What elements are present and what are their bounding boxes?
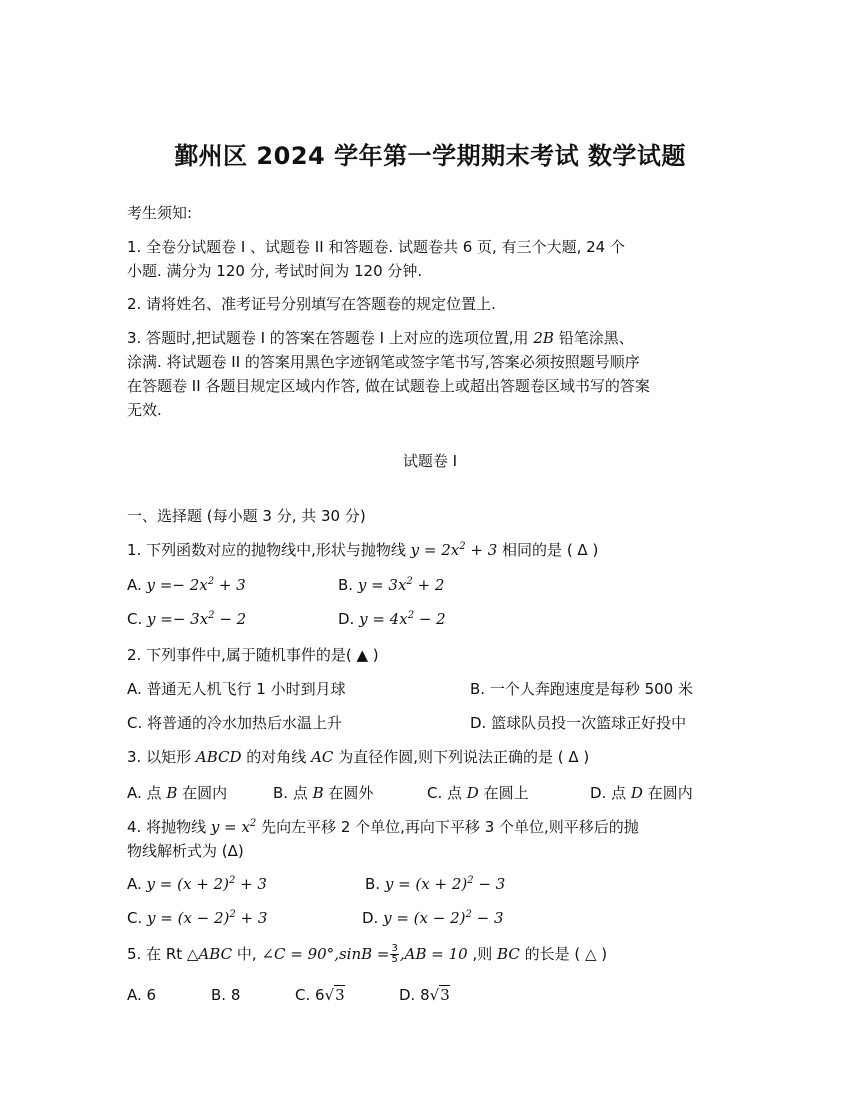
q5-fraction-denominator: 5 — [391, 954, 398, 965]
q3-option-a-text: 在圆内 — [182, 784, 228, 802]
question-5-stem — [127, 942, 607, 966]
pencil-grade: 2B — [533, 329, 554, 347]
q5-triangle-name: ABC — [198, 945, 233, 963]
q4-option-a: A. $y = (x + 2)^2 + 3$ — [127, 875, 267, 893]
question-4-stem-line-2: 物线解析式为 (Δ) — [127, 842, 244, 860]
q5-ab: ,AB = 10 — [399, 945, 468, 963]
q3-option-b-text: 在圆外 — [328, 784, 374, 802]
q2-option-d: D. 篮球队员投一次篮球正好投中 — [470, 714, 687, 732]
q3-rectangle-name: ABCD — [195, 748, 242, 766]
q3-option-b — [273, 781, 373, 805]
q3-stem-text-b: 的对角线 — [246, 748, 307, 766]
notice-item-3-text-a: 3. 答题时,把试题卷 I 的答案在答题卷 I 上对应的选项位置,用 — [127, 329, 529, 347]
q1-stem-text-b: 相同的是 ( Δ ) — [502, 541, 599, 559]
q5-option-d-radicand: 3 — [440, 986, 450, 1004]
notice-item-3-line-3: 在答题卷 II 各题目规定区域内作答, 做在试题卷上或超出答题卷区域书写的答案 — [127, 377, 650, 395]
sqrt-symbol: √ — [324, 986, 335, 1004]
q5-stem-text-c: ,则 — [472, 945, 493, 963]
q2-option-a: A. 普通无人机飞行 1 小时到月球 — [127, 680, 346, 698]
q3-option-c-point: D — [466, 784, 479, 802]
q5-stem-text-d: 的长是 ( △ ) — [524, 945, 608, 963]
q3-stem-text-a: 3. 以矩形 — [127, 748, 192, 766]
q3-option-a-label: A. 点 — [127, 784, 162, 802]
q3-option-d — [590, 781, 693, 805]
q2-option-b: B. 一个人奔跑速度是每秒 500 米 — [470, 680, 693, 698]
q3-option-c — [427, 781, 529, 805]
q4-stem-text-b: 先向左平移 2 个单位,再向下平移 3 个单位,则平移后的抛 — [261, 818, 639, 836]
q4-stem-text-a: 4. 将抛物线 — [127, 818, 207, 836]
q4-option-d: D. $y = (x - 2)^2 - 3$ — [362, 909, 504, 927]
question-4-stem — [127, 815, 639, 839]
q1-option-a: A. $y =- 2x^2 + 3$ — [127, 576, 246, 594]
q5-option-c-radicand: 3 — [335, 986, 345, 1004]
notice-item-3-line-4: 无效. — [127, 401, 162, 419]
q5-fraction — [390, 944, 398, 965]
q3-option-c-label: C. 点 — [427, 784, 463, 802]
notice-item-3-line-2: 涂满. 将试题卷 II 的答案用黑色字迹钢笔或签字笔书写,答案必须按照题号顺序 — [127, 353, 640, 371]
q5-stem-text-b: 中, — [236, 945, 257, 963]
q5-option-b: B. 8 — [211, 986, 241, 1004]
q5-bc: BC — [497, 945, 520, 963]
page-title: 鄞州区 2024 学年第一学期期末考试 数学试题 — [174, 142, 686, 170]
question-1-stem — [127, 538, 598, 562]
q4-formula: $y = x^2$ — [210, 818, 257, 836]
q4-option-b: B. $y = (x + 2)^2 - 3$ — [365, 875, 506, 893]
q5-option-d-coefficient: D. 8 — [399, 986, 430, 1004]
q5-option-a: A. 6 — [127, 986, 157, 1004]
q5-option-d — [399, 983, 450, 1007]
q3-option-b-label: B. 点 — [273, 784, 308, 802]
notice-item-2: 2. 请将姓名、准考证号分别填写在答题卷的规定位置上. — [127, 295, 496, 313]
q1-formula: $y = 2x^2 + 3$ — [410, 541, 498, 559]
q3-option-a — [127, 781, 227, 805]
q5-fraction-numerator: 3 — [391, 943, 398, 954]
q3-option-a-point: B — [166, 784, 178, 802]
q5-angle: ∠C = 90° — [261, 945, 335, 963]
section-label: 试题卷 I — [402, 452, 458, 470]
q3-option-c-text: 在圆上 — [483, 784, 529, 802]
q4-option-c: C. $y = (x - 2)^2 + 3$ — [127, 909, 268, 927]
q3-stem-text-c: 为直径作圆,则下列说法正确的是 ( Δ ) — [338, 748, 590, 766]
question-3-stem — [127, 745, 589, 769]
notice-item-1-line-2: 小题. 满分为 120 分, 考试时间为 120 分钟. — [127, 262, 423, 280]
q5-sin: ,sinB = — [334, 945, 390, 963]
sqrt-symbol: √ — [429, 986, 440, 1004]
notice-item-3-text-b: 铅笔涂黑、 — [558, 329, 634, 347]
notice-item-3-line-1 — [127, 326, 634, 350]
q1-option-b: B. $y = 3x^2 + 2$ — [338, 576, 445, 594]
part-heading: 一、选择题 (每小题 3 分, 共 30 分) — [127, 507, 366, 525]
q3-option-b-point: B — [312, 784, 324, 802]
q1-option-c: C. $y =- 3x^2 - 2$ — [127, 610, 247, 628]
q5-stem-text-a: 5. 在 Rt △ — [127, 945, 199, 963]
question-2-stem: 2. 下列事件中,属于随机事件的是( ▲ ) — [127, 646, 379, 664]
q1-stem-text-a: 1. 下列函数对应的抛物线中,形状与抛物线 — [127, 541, 406, 559]
q3-option-d-text: 在圆内 — [647, 784, 693, 802]
q3-diagonal-name: AC — [311, 748, 334, 766]
q5-option-c — [295, 983, 345, 1007]
notice-item-1-line-1: 1. 全卷分试题卷 I 、试题卷 II 和答题卷. 试题卷共 6 页, 有三个大题, 24 个 — [127, 238, 625, 256]
notice-heading: 考生须知: — [127, 204, 193, 222]
q5-option-c-coefficient: C. 6 — [295, 986, 325, 1004]
q2-option-c: C. 将普通的冷水加热后水温上升 — [127, 714, 343, 732]
q3-option-d-point: D — [630, 784, 643, 802]
q1-option-d: D. $y = 4x^2 - 2$ — [338, 610, 446, 628]
q3-option-d-label: D. 点 — [590, 784, 627, 802]
